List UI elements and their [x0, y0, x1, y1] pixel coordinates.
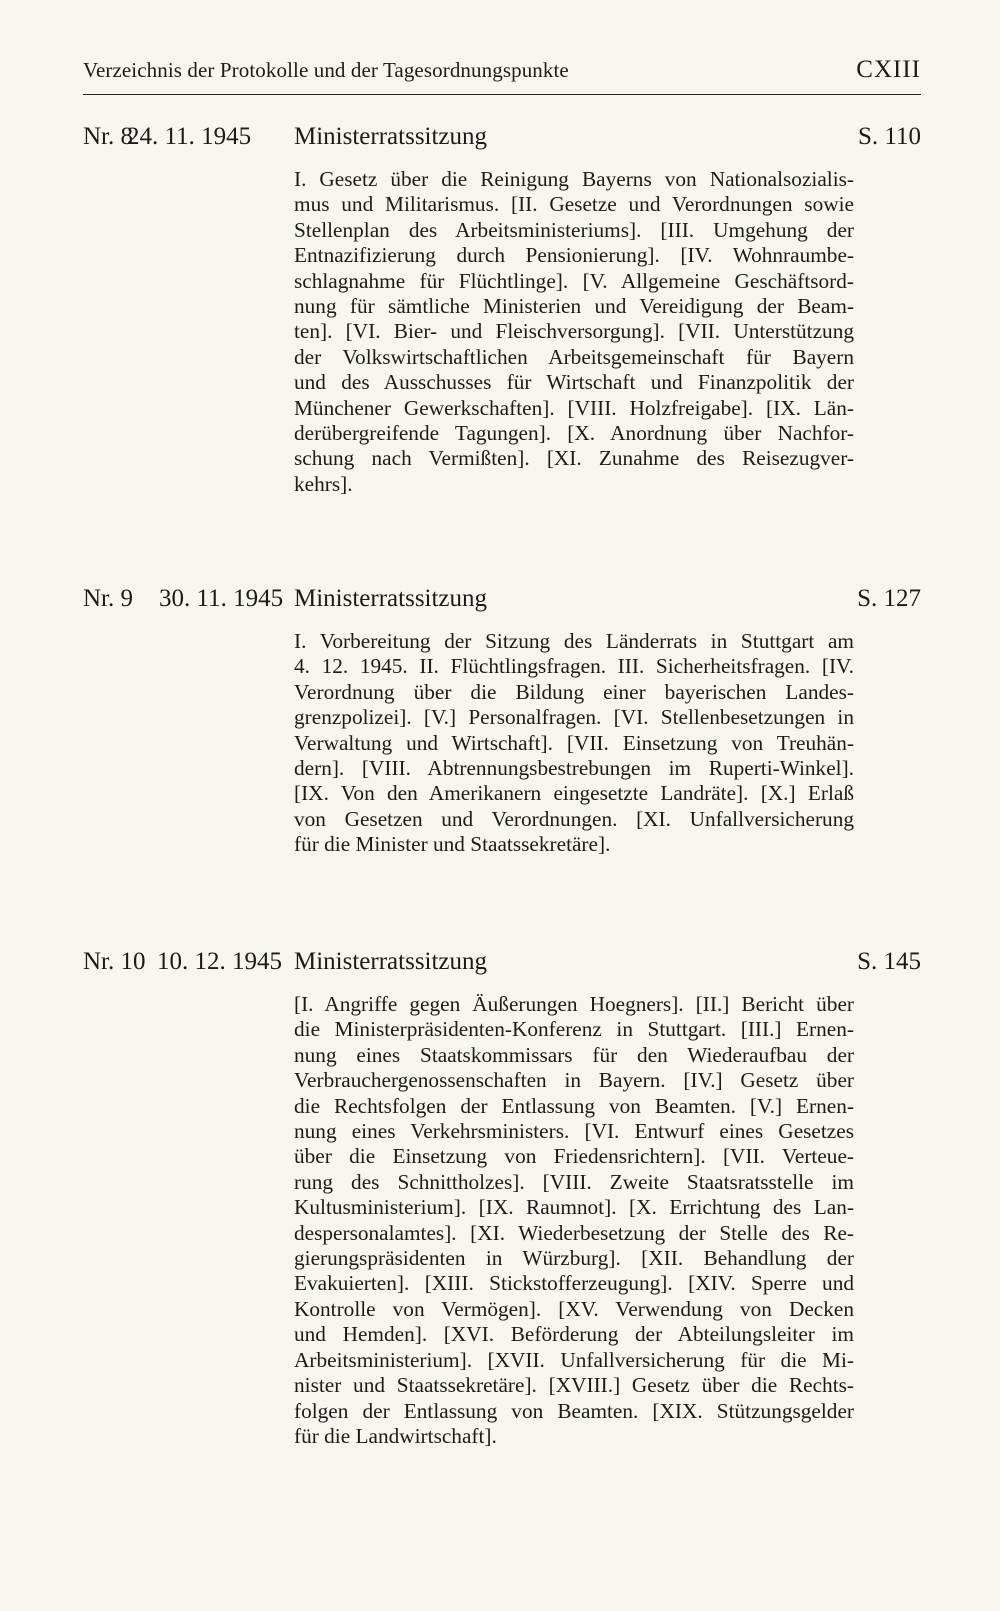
agenda-line: dern]. [VIII. Abtrennungsbestrebungen im Ruperti-Winkel].: [294, 756, 854, 781]
running-title: Verzeichnis der Protokolle und der Tagesordnungspunkte: [83, 58, 569, 82]
entry-page-ref: S. 127: [857, 585, 921, 612]
agenda-line: Kontrolle von Vermögen]. [XV. Verwendung von Decken: [294, 1296, 854, 1321]
agenda-line: die Rechtsfolgen der Entlassung von Beamten. [V.] Ernen-: [294, 1093, 854, 1118]
entry-agenda: [294, 629, 854, 858]
agenda-line: Münchener Gewerkschaften]. [VIII. Holzfreigabe]. [IX. Län-: [294, 395, 854, 420]
entry-header: [83, 585, 921, 619]
entry-title: Ministerratssitzung: [294, 585, 488, 612]
entry-agenda: [294, 167, 854, 497]
agenda-line: Kultusministerium]. [IX. Raumnot]. [X. Errichtung des Lan-: [294, 1195, 854, 1220]
agenda-line: die Ministerpräsidenten-Konferenz in Stuttgart. [III.] Ernen-: [294, 1017, 854, 1042]
agenda-line: mus und Militarismus. [II. Gesetze und Verordnungen sowie: [294, 192, 854, 217]
protocol-entry: [83, 585, 921, 858]
agenda-line: despersonalamtes]. [XI. Wiederbesetzung der Stelle des Re-: [294, 1220, 854, 1245]
protocol-entry: [83, 123, 921, 497]
agenda-line: rung des Schnittholzes]. [VIII. Zweite Staatsratsstelle im: [294, 1169, 854, 1194]
entry-agenda: [294, 992, 854, 1449]
agenda-line: grenzpolizei]. [V.] Personalfragen. [VI. Stellenbesetzungen in: [294, 705, 854, 730]
agenda-line: Evakuierten]. [XIII. Stickstofferzeugung]. [XIV. Sperre und: [294, 1271, 854, 1296]
agenda-line: der Volkswirtschaftlichen Arbeitsgemeinschaft für Bayern: [294, 344, 854, 369]
agenda-line: ten]. [VI. Bier- und Fleischversorgung]. [VII. Unterstützung: [294, 319, 854, 344]
agenda-line: folgen der Entlassung von Beamten. [XIX. Stützungsgelder: [294, 1398, 854, 1423]
entry-title: Ministerratssitzung: [294, 948, 488, 975]
entry-header: [83, 123, 921, 157]
agenda-line: nung eines Staatskommissars für den Wiederaufbau der: [294, 1042, 854, 1067]
entry-date: 10. 12. 1945: [157, 948, 282, 975]
agenda-line: 4. 12. 1945. II. Flüchtlingsfragen. III. Sicherheitsfragen. [IV.: [294, 654, 854, 679]
running-head: [83, 56, 921, 95]
agenda-line: und Hemden]. [XVI. Beförderung der Abteilungsleiter im: [294, 1322, 854, 1347]
agenda-line: und des Ausschusses für Wirtschaft und Finanzpolitik der: [294, 370, 854, 395]
agenda-line: derübergreifende Tagungen]. [X. Anordnung über Nachfor-: [294, 421, 854, 446]
entry-header: [83, 948, 921, 982]
entry-title: Ministerratssitzung: [294, 123, 488, 150]
protocol-entry: [83, 948, 921, 1449]
agenda-line: Verbrauchergenossenschaften in Bayern. [IV.] Gesetz über: [294, 1068, 854, 1093]
agenda-line: Entnazifizierung durch Pensionierung]. [IV. Wohnraumbe-: [294, 243, 854, 268]
agenda-line: für die Landwirtschaft].: [294, 1423, 497, 1448]
agenda-line: Arbeitsministerium]. [XVII. Unfallversicherung für die Mi-: [294, 1347, 854, 1372]
agenda-line: kehrs].: [294, 471, 353, 496]
entry-number: Nr. 8: [83, 123, 133, 150]
entry-page-ref: S. 110: [858, 123, 921, 150]
agenda-line: [IX. Von den Amerikanern eingesetzte Landräte]. [X.] Erlaß: [294, 781, 854, 806]
agenda-line: nister und Staatssekretäre]. [XVIII.] Gesetz über die Rechts-: [294, 1373, 854, 1398]
agenda-line: Verordnung über die Bildung einer bayerischen Landes-: [294, 679, 854, 704]
agenda-line: Verwaltung und Wirtschaft]. [VII. Einsetzung von Treuhän-: [294, 730, 854, 755]
agenda-line: nung für sämtliche Ministerien und Vereidigung der Beam-: [294, 294, 854, 319]
agenda-line: [I. Angriffe gegen Äußerungen Hoegners]. [II.] Bericht über: [294, 992, 854, 1016]
agenda-line: über die Einsetzung von Friedensrichtern]. [VII. Verteue-: [294, 1144, 854, 1169]
agenda-line: nung eines Verkehrsministers. [VI. Entwurf eines Gesetzes: [294, 1119, 854, 1144]
entry-number: Nr. 10: [83, 948, 146, 975]
agenda-line: I. Gesetz über die Reinigung Bayerns von Nationalsozialis-: [294, 167, 854, 191]
agenda-line: für die Minister und Staatssekretäre].: [294, 832, 611, 857]
entry-date: 24. 11. 1945: [127, 123, 252, 150]
entry-number: Nr. 9: [83, 585, 133, 612]
page-number: CXIII: [856, 56, 921, 83]
agenda-line: von Gesetzen und Verordnungen. [XI. Unfallversicherung: [294, 806, 854, 831]
entry-page-ref: S. 145: [857, 948, 921, 975]
entry-date: 30. 11. 1945: [159, 585, 284, 612]
agenda-line: schlagnahme für Flüchtlinge]. [V. Allgemeine Geschäftsord-: [294, 268, 854, 293]
agenda-line: schung nach Vermißten]. [XI. Zunahme des Reisezugver-: [294, 446, 854, 471]
agenda-line: Stellenplan des Arbeitsministeriums]. [III. Umgehung der: [294, 217, 854, 242]
agenda-line: gierungspräsidenten in Würzburg]. [XII. Behandlung der: [294, 1246, 854, 1271]
agenda-line: I. Vorbereitung der Sitzung des Länderrats in Stuttgart am: [294, 629, 854, 653]
